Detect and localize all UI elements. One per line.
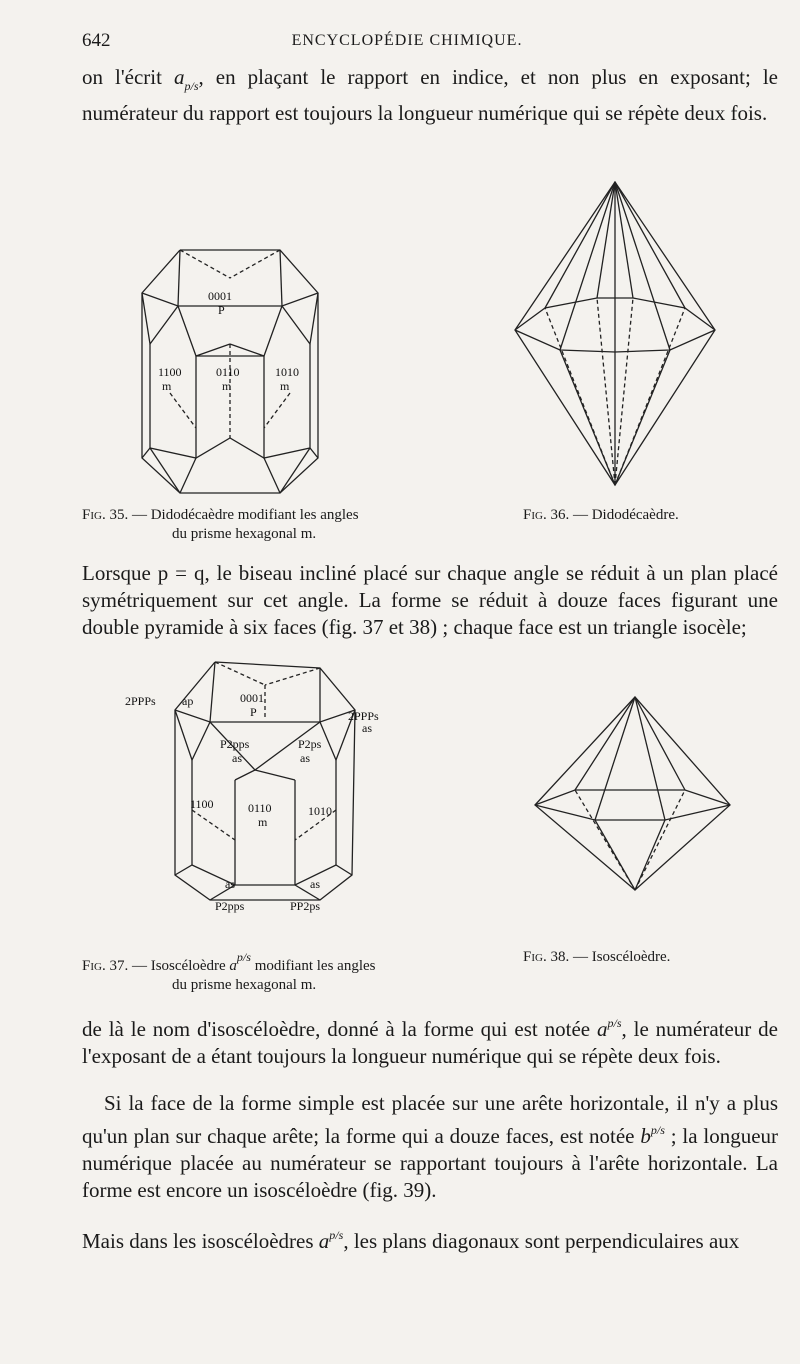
fig37-label-top: 0001 [240,691,264,705]
fig37-label-face1: P2pps [220,737,250,751]
fig37-label-ap: ap [182,694,194,708]
fig35-label-mid: 0110 [216,365,240,379]
paragraph-5: Mais dans les isoscéloèdres $a^{p/s}$, les plans diagonaux sont perpendiculaires aux [82,1228,740,1253]
fig37-label-right: 1010 [308,804,332,818]
figure-37-isoscelohedron [125,660,390,920]
figure-36-didodecahedron [515,180,715,490]
figure-35-caption: Fig. 35. — Didodécaèdre modifiant les angles du prisme hexagonal m. [82,507,359,542]
fig37-label-a2: as [300,751,310,765]
fig35-label-right: 1010 [275,365,299,379]
figure-35-didodecahedron [130,248,330,498]
fig37-label-face2: P2ps [298,737,322,751]
fig37-label-as-right: as [362,721,372,735]
paragraph-3: de là le nom d'isoscéloèdre, donné à la forme qui est notée $a^{p/s}$, le numérateur de l'exposant de a étant toujours la longueur numérique qui se répète deux fois. [82,1016,778,1068]
fig35-label-left-m: m [162,379,172,393]
page-header [82,30,732,52]
running-title: ENCYCLOPÉDIE CHIMIQUE. [291,32,523,49]
fig35-label-left: 1100 [158,365,182,379]
fig35-label-top: 0001 [208,289,232,303]
figure-38-caption: Fig. 38. — Isoscéloèdre. [523,949,671,965]
fig37-label-b2: PP2ps [290,899,321,913]
page-number: 642 [82,30,111,51]
fig37-label-b1: P2pps [215,899,245,913]
fig35-label-p: P [218,303,225,317]
figure-36-caption: Fig. 36. — Didodécaèdre. [523,507,679,523]
paragraph-2: Lorsque p = q, le biseau incliné placé sur chaque angle se réduit à un plan placé symétriquement sur cet angle. La forme se réduit à douze faces figurant une double pyramide à six faces (fig. 37 et 38) ; chaque face est un triangle isocèle; [82,561,778,639]
fig37-label-left: 1100 [190,797,214,811]
fig37-label-right-ext: 2PPPs [348,709,379,723]
figure-38-isoscelohedron [535,695,735,895]
fig37-label-mid: 0110 [248,801,272,815]
fig37-label-b4: as [310,877,320,891]
fig35-label-right-m: m [280,379,290,393]
paragraph-1: on l'écrit $a_{p/s}$, en plaçant le rapport en indice, et non plus en exposant; le numérateur du rapport est toujours la longueur numérique qui se répète deux fois. [82,65,778,125]
fig37-label-mid-m: m [258,815,268,829]
fig37-label-b3: as [225,877,235,891]
fig37-label-p: P [250,705,257,719]
fig37-label-a1: as [232,751,242,765]
fig35-label-mid-m: m [222,379,232,393]
paragraph-4: Si la face de la forme simple est placée sur une arête horizontale, il n'y a plus qu'un plan sur chaque arête; la forme qui a douze faces, est notée $b^{p/s}$ ; la longueur numérique placée au numérateur se rapportant toujours à l'arête horizontale. La forme est encore un isoscéloèdre (fig. 39). [82,1091,779,1202]
fig37-label-left-ext: 2PPPs [125,694,156,708]
figure-37-caption: Fig. 37. — Isoscéloèdre $a^{p/s}$ modifiant les angles du prisme hexagonal m. [82,950,376,993]
